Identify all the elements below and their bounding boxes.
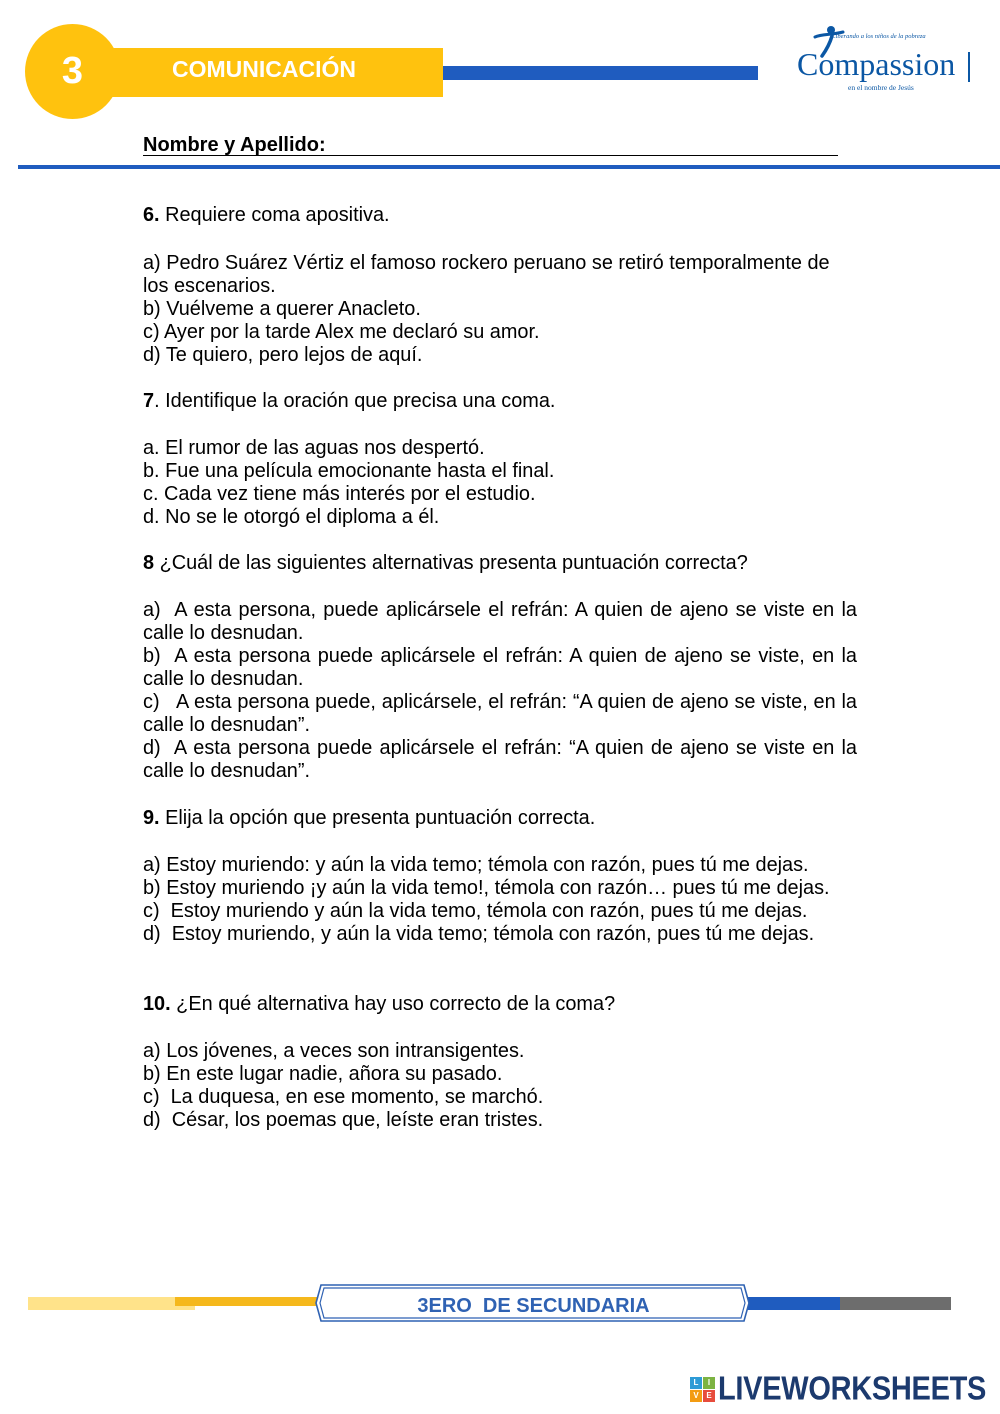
logo-tagline: Liberando a los niños de la pobreza bbox=[832, 33, 926, 40]
student-name-row bbox=[143, 136, 838, 156]
question-7-options bbox=[143, 437, 857, 530]
option-line: calle lo desnudan”. bbox=[143, 714, 310, 737]
question-text: Elija la opción que presenta puntuación correcta. bbox=[159, 806, 596, 829]
compassion-logo bbox=[790, 22, 975, 94]
question-number: 9. bbox=[143, 806, 160, 829]
option-line: a) A esta persona, puede aplicársele el refrán: A quien de ajeno se viste en la bbox=[143, 598, 857, 621]
option-line: b) En este lugar nadie, añora su pasado. bbox=[143, 1062, 503, 1085]
option-line: c) Ayer por la tarde Alex me declaró su amor. bbox=[143, 320, 540, 343]
name-blank-line[interactable] bbox=[326, 136, 838, 155]
option-line: a) Los jóvenes, a veces son intransigentes. bbox=[143, 1039, 525, 1062]
unit-number-badge bbox=[25, 24, 120, 119]
logo-subtitle: en el nombre de Jesús bbox=[848, 83, 914, 92]
name-label: Nombre y Apellido: bbox=[143, 134, 326, 156]
question-number: 10. bbox=[143, 992, 171, 1015]
option-line: b. Fue una película emocionante hasta el final. bbox=[143, 459, 555, 482]
footer-gold-bar bbox=[175, 1297, 318, 1306]
option-line: a) Pedro Suárez Vértiz el famoso rockero peruano se retiró temporalmente de bbox=[143, 251, 830, 274]
header-divider bbox=[18, 165, 1000, 169]
option-line: calle lo desnudan”. bbox=[143, 760, 310, 783]
footer-blue-bar bbox=[747, 1297, 840, 1310]
option-line: los escenarios. bbox=[143, 274, 276, 297]
option-line: d) A esta persona puede aplicársele el refrán: “A quien de ajeno se viste en la bbox=[143, 737, 857, 760]
subject-title: COMUNICACIÓN bbox=[172, 56, 356, 82]
option-line: c) Estoy muriendo y aún la vida temo, témola con razón, pues tú me dejas. bbox=[143, 899, 808, 922]
icon-letter: V bbox=[690, 1390, 702, 1402]
header-accent-bar bbox=[443, 66, 758, 80]
liveworksheets-brand: LIVEWORKSHEETS bbox=[718, 1370, 987, 1408]
question-number: 6. bbox=[143, 203, 160, 226]
logo-brand: Compassion bbox=[797, 46, 956, 82]
question-9-options bbox=[143, 854, 857, 947]
option-line: d) César, los poemas que, leíste eran tristes. bbox=[143, 1108, 544, 1131]
icon-letter: L bbox=[690, 1377, 702, 1389]
question-8-options bbox=[143, 599, 857, 784]
option-line: a. El rumor de las aguas nos despertó. bbox=[143, 436, 485, 459]
question-text: ¿En qué alternativa hay uso correcto de la coma? bbox=[170, 992, 616, 1015]
option-line: c) La duquesa, en ese momento, se marchó. bbox=[143, 1085, 544, 1108]
question-6-stem bbox=[143, 204, 857, 227]
icon-letter: I bbox=[703, 1377, 715, 1389]
question-text: . Identifique la oración que precisa una coma. bbox=[154, 389, 556, 412]
option-line: b) Estoy muriendo ¡y aún la vida temo!, témola con razón… pues tú me dejas. bbox=[143, 876, 830, 899]
option-line: d. No se le otorgó el diploma a él. bbox=[143, 505, 440, 528]
question-10-stem bbox=[143, 993, 857, 1016]
option-line: d) Te quiero, pero lejos de aquí. bbox=[143, 344, 423, 367]
question-6-options bbox=[143, 252, 857, 368]
question-7-stem bbox=[143, 390, 857, 413]
option-line: b) Vuélveme a querer Anacleto. bbox=[143, 297, 421, 320]
option-line: calle lo desnudan. bbox=[143, 667, 304, 690]
option-line: c) A esta persona puede, aplicársele, el refrán: “A quien de ajeno se viste, en la bbox=[143, 691, 857, 714]
icon-letter: E bbox=[703, 1390, 715, 1402]
question-8-stem bbox=[143, 552, 857, 575]
option-line: calle lo desnudan. bbox=[143, 621, 304, 644]
question-number: 7 bbox=[143, 389, 155, 412]
option-line: d) Estoy muriendo, y aún la vida temo; témola con razón, pues tú me dejas. bbox=[143, 922, 815, 945]
question-text: ¿Cuál de las siguientes alternativas presenta puntuación correcta? bbox=[154, 551, 748, 574]
option-line: b) A esta persona puede aplicársele el refrán: A quien de ajeno se viste, en la bbox=[143, 644, 857, 667]
logo-divider bbox=[968, 52, 970, 82]
footer-gray-bar bbox=[840, 1297, 951, 1310]
question-number: 8 bbox=[143, 551, 155, 574]
liveworksheets-icon bbox=[690, 1377, 715, 1402]
unit-number: 3 bbox=[61, 50, 84, 92]
question-10-options bbox=[143, 1040, 857, 1133]
grade-label: 3ERO DE SECUNDARIA bbox=[417, 1295, 650, 1317]
question-text: Requiere coma apositiva. bbox=[159, 203, 390, 226]
option-line: a) Estoy muriendo: y aún la vida temo; témola con razón, pues tú me dejas. bbox=[143, 853, 809, 876]
option-line: c. Cada vez tiene más interés por el estudio. bbox=[143, 482, 536, 505]
footer-pale-bar bbox=[28, 1297, 195, 1310]
question-9-stem bbox=[143, 807, 857, 830]
